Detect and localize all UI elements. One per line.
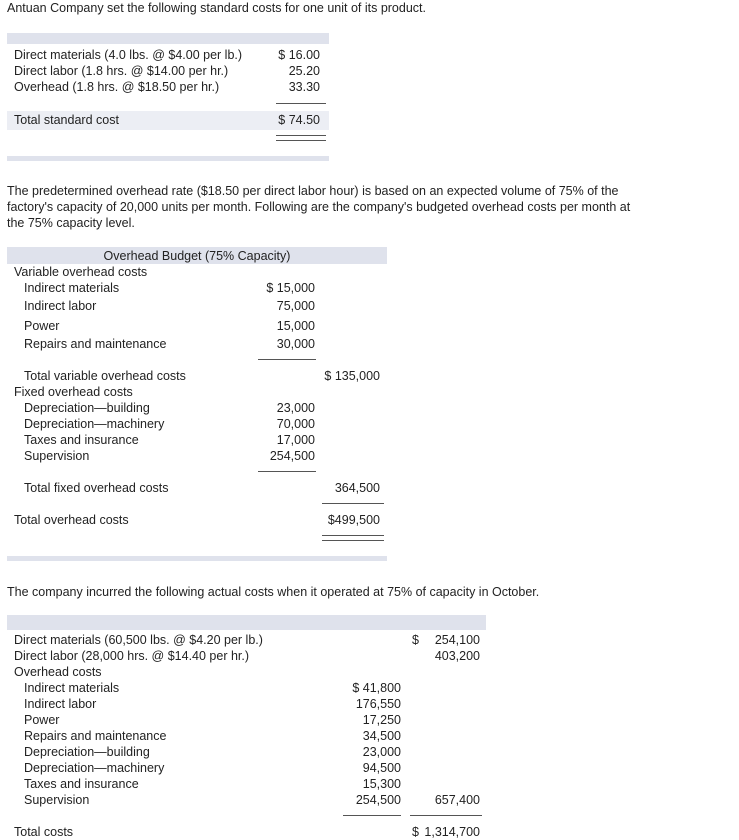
actual-intro-text: The company incurred the following actual costs when it operated at 75% of capacity in October. [7,585,540,599]
underline [410,815,482,816]
actual-item-amount: 34,500 [362,729,401,743]
actual-item-amount: 254,500 [355,793,401,807]
actual-item-label: Depreciation—machinery [24,761,165,775]
intro-text: Antuan Company set the following standard costs for one unit of its product. [7,1,426,15]
budget-item-label: Power [24,319,60,333]
budget-item-amount: $ 15,000 [266,281,315,295]
total-costs-amount: 1,314,700 [424,825,480,839]
std-total-amount: $ 74.50 [278,113,320,127]
dl-amount: 403,200 [434,649,480,663]
variable-header: Variable overhead costs [14,265,148,279]
underline [343,815,401,816]
total-costs-label: Total costs [14,825,74,839]
budget-item-amount: 254,500 [269,449,315,463]
budget-item-amount: 75,000 [276,299,315,313]
budget-item-amount: 30,000 [276,337,315,351]
std-row-label: Direct materials (4.0 lbs. @ $4.00 per lb.) [14,48,243,62]
total-fixed-label: Total fixed overhead costs [24,481,169,495]
underline [322,503,384,504]
actual-item-label: Indirect materials [24,681,120,695]
total-fixed-amount: 364,500 [334,481,380,495]
underline [258,359,316,360]
actual-item-amount: 94,500 [362,761,401,775]
actual-item-label: Depreciation—building [24,745,150,759]
std-row-label: Direct labor (1.8 hrs. @ $14.00 per hr.) [14,64,229,78]
std-row-label: Overhead (1.8 hrs. @ $18.50 per hr.) [14,80,220,94]
budget-item-label: Supervision [24,449,90,463]
dm-dollar: $ [412,633,419,647]
double-underline [322,535,384,541]
actual-item-amount: 176,550 [355,697,401,711]
double-underline [276,135,326,141]
fixed-header: Fixed overhead costs [14,385,133,399]
budget-item-amount: 15,000 [276,319,315,333]
budget-item-amount: 17,000 [276,433,315,447]
total-costs-dollar: $ [412,825,419,839]
budget-item-label: Indirect labor [24,299,97,313]
actual-item-amount: $ 41,800 [352,681,401,695]
actual-item-label: Indirect labor [24,697,97,711]
actual-item-amount: 23,000 [362,745,401,759]
budget-item-label: Depreciation—building [24,401,150,415]
dm-label: Direct materials (60,500 lbs. @ $4.20 per lb.) [14,633,263,647]
actual-item-label: Taxes and insurance [24,777,139,791]
actual-item-amount: 17,250 [362,713,401,727]
budget-item-amount: 23,000 [276,401,315,415]
budget-item-amount: 70,000 [276,417,315,431]
total-overhead-amount: $499,500 [327,513,380,527]
actual-item-label: Repairs and maintenance [24,729,167,743]
standard-cost-header-bar [7,33,329,44]
budget-item-label: Depreciation—machinery [24,417,165,431]
std-row-amount: $ 16.00 [278,48,320,62]
overhead-total-amount: 657,400 [434,793,480,807]
actual-item-label: Power [24,713,60,727]
total-variable-amount: $ 135,000 [324,369,380,383]
dm-amount: 254,100 [434,633,480,647]
actual-item-amount: 15,300 [362,777,401,791]
underline [276,103,326,104]
total-variable-label: Total variable overhead costs [24,369,186,383]
budget-item-label: Repairs and maintenance [24,337,167,351]
std-total-label: Total standard cost [14,113,119,127]
underline [258,471,316,472]
actual-item-label: Supervision [24,793,90,807]
table-footer-bar [7,556,387,561]
budget-title: Overhead Budget (75% Capacity) [103,249,291,263]
table-footer-bar [7,156,329,161]
actual-header-bar [7,615,486,630]
budget-item-label: Taxes and insurance [24,433,139,447]
overhead-header: Overhead costs [14,665,102,679]
std-row-amount: 25.20 [288,64,320,78]
budget-item-label: Indirect materials [24,281,120,295]
rate-paragraph: The predetermined overhead rate ($18.50 per direct labor hour) is based on an expected volume of 75% of the factory's capacity of 20,000 units per month. Following are the company's budgeted overhead costs per month at the 75% capacity level. [7,184,631,230]
dl-label: Direct labor (28,000 hrs. @ $14.40 per hr.) [14,649,250,663]
std-row-amount: 33.30 [288,80,320,94]
total-overhead-label: Total overhead costs [14,513,129,527]
